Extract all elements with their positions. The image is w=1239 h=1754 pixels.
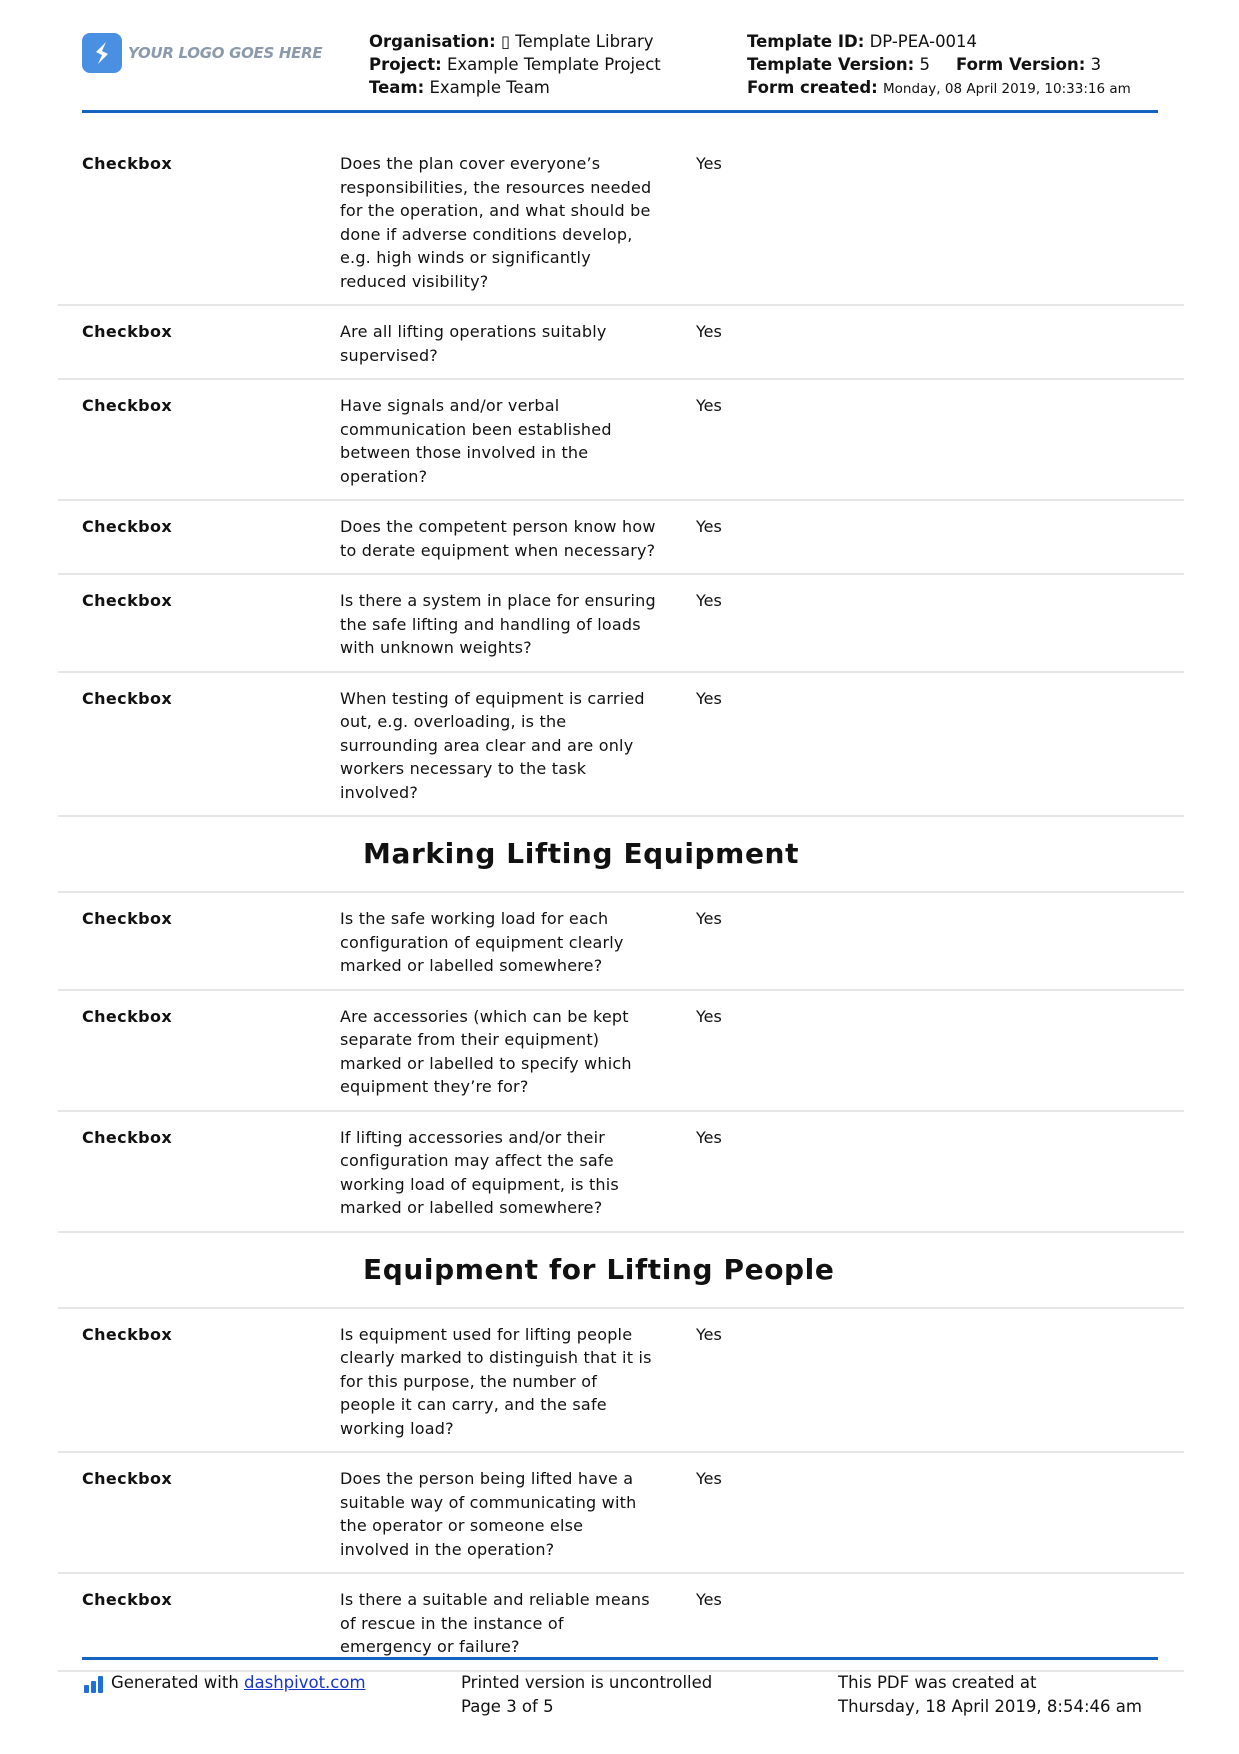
form-created-label: Form created:: [747, 78, 878, 97]
checklist-answer: Yes: [696, 154, 722, 173]
checklist-type: Checkbox: [82, 591, 173, 610]
project-label: Project:: [369, 55, 442, 74]
checklist-row: [58, 306, 1184, 380]
checklist-answer: Yes: [696, 591, 722, 610]
checklist-question: Is the safe working load for each configuration of equipment clearly marked or labelled somewhere?: [340, 909, 624, 975]
footer-generated: [84, 1671, 366, 1695]
form-version-label: Form Version:: [955, 55, 1086, 74]
checklist-answer: Yes: [696, 1324, 722, 1344]
checklist-row: [58, 575, 1184, 673]
template-id-label: Template ID:: [747, 32, 865, 51]
checklist-question: Is equipment used for lifting people clearly marked to distinguish that it is for this purpose, the number of people it can carry, and the safe working load?: [340, 1324, 652, 1438]
checklist-answer: Yes: [696, 1469, 722, 1488]
footer-page-info: [461, 1671, 712, 1718]
checklist-answer: Yes: [696, 1006, 722, 1026]
checklist-question: Have signals and/or verbal communication been established between those involved in the operation?: [340, 396, 612, 486]
organisation-value: ▯ Template Library: [500, 32, 654, 51]
pdf-created-date: Thursday, 18 April 2019, 8:54:46 am: [838, 1696, 1142, 1716]
checklist-row: [58, 380, 1184, 501]
checklist-question: Are accessories (which can be kept separate from their equipment) marked or labelled to specify which equipment they’re for?: [340, 1006, 632, 1096]
checklist-answer: Yes: [696, 396, 722, 415]
project-value: Example Template Project: [446, 55, 661, 74]
dashpivot-link[interactable]: dashpivot.com: [244, 1673, 366, 1692]
checklist-row: [58, 1309, 1184, 1454]
checklist-row: [58, 138, 1184, 306]
team-label: Team:: [369, 78, 425, 97]
form-created-value: Monday, 08 April 2019, 10:33:16 am: [883, 81, 1131, 97]
checklist-question: When testing of equipment is carried out, e.g. overloading, is the surrounding area clear and are only workers necessary to the task involved?: [340, 688, 645, 802]
checklist-answer: Yes: [696, 517, 722, 536]
checklist-group: [58, 1309, 1184, 1672]
checklist-question: Does the competent person know how to derate equipment when necessary?: [340, 517, 656, 560]
checklist-type: Checkbox: [82, 1127, 173, 1147]
project-meta: [369, 30, 661, 99]
section-heading: Equipment for Lifting People: [58, 1233, 1184, 1309]
page-header: [82, 30, 1162, 110]
checklist-type: Checkbox: [82, 688, 173, 708]
team-value: Example Team: [429, 78, 550, 97]
checklist-row: [58, 1112, 1184, 1233]
template-id-value: DP-PEA-0014: [869, 32, 978, 51]
dashpivot-logo-icon: [84, 1676, 103, 1693]
generated-text: Generated with: [111, 1673, 245, 1692]
pdf-created-label: This PDF was created at: [838, 1673, 1037, 1692]
checklist-type: Checkbox: [82, 1469, 173, 1488]
logo-text: YOUR LOGO GOES HERE: [128, 44, 323, 62]
checklist-answer: Yes: [696, 909, 722, 928]
checklist-answer: Yes: [696, 688, 722, 708]
checklist-row: [58, 991, 1184, 1112]
checklist-question: Does the plan cover everyone’s responsibilities, the resources needed for the operation, and what should be done if adverse conditions develop, e.g. high winds or significantly reduced visibility?: [340, 154, 652, 291]
logo-icon: [82, 33, 122, 73]
footer-divider: [82, 1657, 1158, 1660]
checklist-group: [58, 138, 1184, 817]
checklist-type: Checkbox: [82, 517, 173, 536]
checklist-row: [58, 501, 1184, 575]
checklist-type: Checkbox: [82, 1590, 173, 1609]
organisation-label: Organisation:: [369, 32, 496, 51]
checklist-type: Checkbox: [82, 1324, 173, 1344]
checklist-answer: Yes: [696, 1127, 722, 1147]
checklist-answer: Yes: [696, 1590, 722, 1609]
checklist-question: Is there a system in place for ensuring the safe lifting and handling of loads with unknown weights?: [340, 591, 656, 657]
header-divider: [82, 110, 1158, 113]
checklist-answer: Yes: [696, 322, 722, 341]
company-logo: [82, 33, 322, 73]
checklist-row: [58, 1453, 1184, 1574]
checklist-type: Checkbox: [82, 322, 173, 341]
checklist-type: Checkbox: [82, 396, 173, 415]
checklist-type: Checkbox: [82, 1006, 173, 1026]
checklist-question: Are all lifting operations suitably supervised?: [340, 322, 607, 365]
template-version-value: 5: [919, 55, 930, 74]
uncontrolled-note: Printed version is uncontrolled: [461, 1673, 713, 1692]
checklist-question: Does the person being lifted have a suitable way of communicating with the operator or someone else involved in the operation?: [340, 1469, 637, 1559]
form-version-value: 3: [1090, 55, 1102, 74]
footer-created: [838, 1671, 1142, 1718]
checklist-group: [58, 893, 1184, 1233]
template-version-label: Template Version:: [747, 55, 915, 74]
checklist-row: [58, 673, 1184, 818]
checklist-type: Checkbox: [82, 154, 173, 173]
checklist-content: [58, 138, 1184, 1672]
checklist-question: Is there a suitable and reliable means of rescue in the instance of emergency or failure?: [340, 1590, 650, 1656]
section-heading: Marking Lifting Equipment: [58, 817, 1184, 893]
page-number: Page 3 of 5: [461, 1696, 554, 1716]
checklist-type: Checkbox: [82, 909, 173, 928]
checklist-row: [58, 893, 1184, 991]
checklist-question: If lifting accessories and/or their configuration may affect the safe working load of equipment, is this marked or labelled somewhere?: [340, 1127, 619, 1217]
template-meta: [747, 30, 1131, 101]
